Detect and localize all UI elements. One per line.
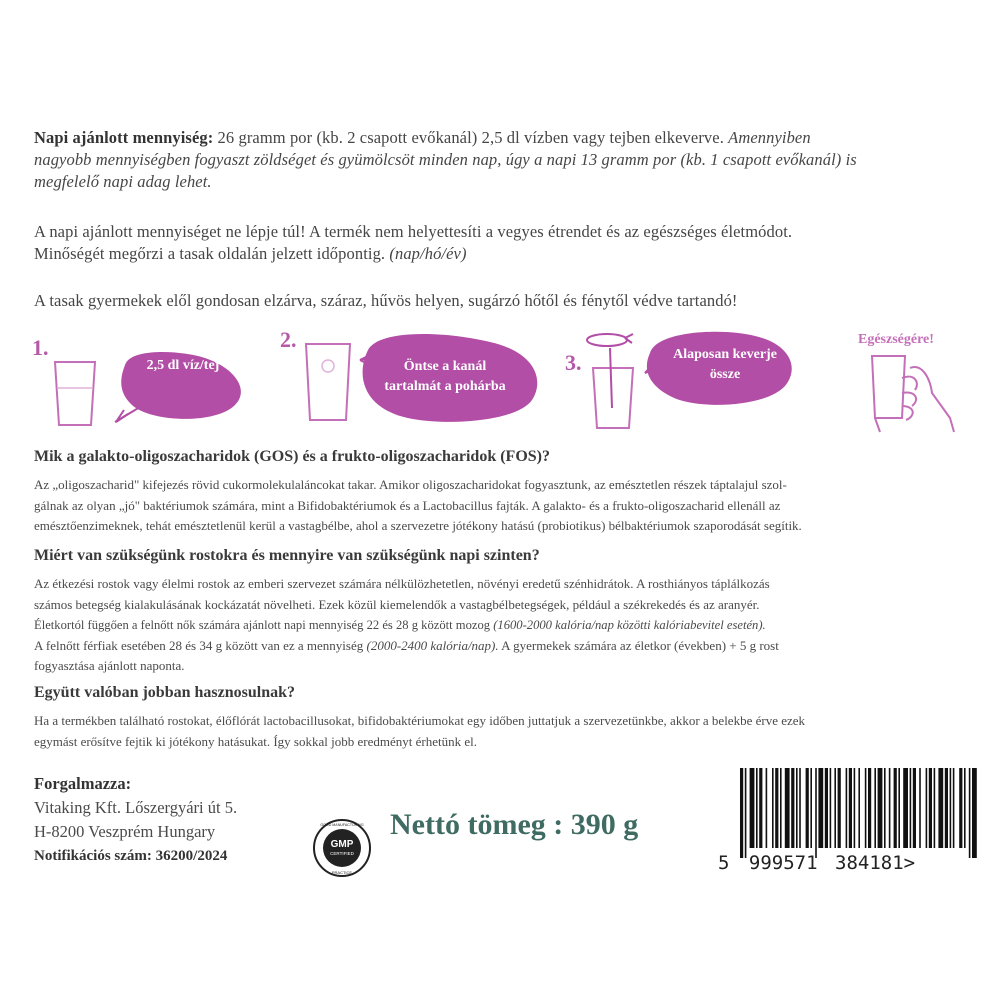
dose-italic-1: Amennyiben [728,128,811,147]
intro-warning [34,221,984,265]
distributor-name: Vitaking Kft. Lőszergyári út 5. [34,798,238,817]
barcode-bar [791,768,794,848]
barcode-bar [780,768,782,848]
stir-icon [587,334,627,346]
section-3-line-1: Ha a termékben található rostokat, élőflórát lactobacillusokat, bifidobaktériumokat egy időben juttatjuk a szervezetünkbe, akkor a belekbe érve ezek [34,713,806,728]
barcode-bar [849,768,852,848]
barcode-bar [929,768,932,848]
barcode-bar [969,768,971,858]
barcode-bar [810,768,812,848]
barcode-bar [766,768,768,848]
barcode [718,768,980,880]
step-3-number: 3. [565,350,582,375]
barcode-bar [830,768,832,848]
section-2-body [34,574,989,677]
section-1-line-2: gálnak az olyan „jó" baktériumok számára, mint a Bifidobaktériumok és a Lactobacillus fajták. A galakto- és a frukto-oligoszacharid ellenáll az [34,497,781,513]
step-3-text-line-2: össze [709,367,741,382]
section-2-line-1: Az étkezési rostok vagy élelmi rostok az emberi szervezet számára nélkülözhetetlen, növényi eredetű szénhidrátok. A rosthiányos táplálkozás [34,576,770,591]
barcode-digits-end: 384181 [835,852,904,874]
barcode-bar [959,768,962,848]
barcode-bar [759,768,762,848]
barcode-arrow: > [903,852,916,874]
barcode-bar [775,768,778,848]
distributor-block [34,772,237,868]
section-2-line-4: A felnőtt férfiak esetében 28 és 34 g között van ez a mennyiség [34,637,364,653]
barcode-bar [910,768,912,848]
barcode-bar [884,768,886,848]
barcode-bar [903,768,908,848]
gmp-certified-seal [312,818,372,878]
gmp-bottom-text: PRACTICE [331,870,353,875]
section-1-heading: Mik a galakto-oligoszacharidok (GOS) és a frukto-oligoszacharidok (FOS)? [34,448,550,465]
section-2-line-2: számos betegség kialakulásának kockázatát növelheti. Ezek közül kiemelendők a vastagbélbetegségek, például a székrekedés és az aranyér. [34,596,760,612]
glass-icon [55,362,95,425]
distributor-label: Forgalmazza: [34,774,132,793]
barcode-bar [846,768,848,848]
step-3-text-line-1: Alaposan keverje [673,347,777,362]
section-1-line-1: Az „oligoszacharid" kifejezés rövid cukormolekulaláncokat takar. Amikor oligoszacharidokat fogyasztunk, az emésztetlen részek táptalajul szol- [34,477,787,492]
barcode-bar [950,768,952,848]
section-3-line-2: egymást erősítve fejtik ki jótékony hatásukat. Így sokkal jobb eredményt érhetünk el. [34,733,477,749]
barcode-bar [818,768,823,848]
gmp-text: GMP [330,839,354,850]
glass-icon [306,344,350,420]
barcode-bar [785,768,790,848]
section-1-body [34,475,984,537]
section-3-body [34,711,989,752]
barcode-bar [796,768,798,848]
barcode-bar [838,768,841,848]
step-2-text-line-1: Öntse a kanál [403,359,487,374]
barcode-bar [854,768,856,848]
section-2-line-5: fogyasztása ajánlott naponta. [34,658,185,673]
dose-text: 26 gramm por (kb. 2 csapott evőkanál) 2,5 dl vízben vagy tejben elkeverve. [213,128,724,147]
barcode-bar [934,768,936,848]
distributor-address: H-8200 Veszprém Hungary [34,822,216,841]
step-1-text: 2,5 dl víz/tej [146,358,220,373]
barcode-bar [945,768,948,848]
glass-icon [593,368,633,428]
barcode-bar [750,768,755,848]
step-2-number: 2. [280,327,297,352]
barcode-bar [806,768,809,848]
hand-with-glass-illustration [860,348,960,433]
barcode-bar [834,768,836,848]
intro-dose [34,127,974,193]
barcode-bar [898,768,900,848]
section-2-heading: Miért van szükségünk rostokra és mennyire van szükségünk napi szinten? [34,547,540,564]
step-3-text [650,345,800,385]
barcode-bar [874,768,876,848]
barcode-bar [889,768,891,848]
barcode-bar [772,768,774,848]
barcode-bar [756,768,758,848]
barcode-bar [938,768,943,848]
gmp-certified-text: CERTIFIED [330,851,354,856]
barcode-bar [878,768,883,848]
section-2-line-3-italic: (1600-2000 kalória/nap közötti kalóriabevitel esetén). [490,618,766,632]
net-weight: Nettó tömeg : 390 g [390,808,639,841]
section-3-heading: Együtt valóban jobban hasznosulnak? [34,684,295,701]
warning-line-2-italic: (nap/hó/év) [389,244,467,263]
barcode-bar [964,768,966,848]
barcode-bar [858,768,860,848]
barcode-bar [953,768,955,848]
barcode-digit-first: 5 [718,852,730,874]
barcode-bar [894,768,897,848]
barcode-bar [745,768,747,858]
barcode-bar [913,768,916,848]
section-2-line-4-rest: A gyermekek számára az életkor (években) + 5 g rost [498,637,779,653]
gmp-top-text: GOOD MANUFACTURING [320,823,364,827]
barcode-bar [868,768,871,848]
glass-icon [872,356,905,418]
warning-line-2: Minőségét megőrzi a tasak oldalán jelzett időpontig. [34,244,386,263]
cheers-text: Egészségére! [858,332,934,347]
step-2-text [355,357,535,397]
notification-number: Notifikációs szám: 36200/2024 [34,848,228,864]
barcode-bar [740,768,743,858]
barcode-bar [799,768,801,848]
storage-text: A tasak gyermekek elől gondosan elzárva, száraz, hűvös helyen, sugárzó hőtől és fénytől védve tartandó! [34,291,738,310]
barcode-bar [865,768,867,848]
arrow-icon [116,410,128,422]
dose-italic-2: nagyobb mennyiségben fogyaszt zöldséget és gyümölcsöt minden nap, úgy a napi 13 gramm por (kb. 1 csapott evőkanál) is [34,150,857,169]
barcode-bar [919,768,921,848]
dose-label: Napi ajánlott mennyiség: [34,128,214,147]
barcode-bar [972,768,977,858]
section-2-line-3: Életkortól függően a felnőtt nők számára ajánlott napi mennyiség 22 és 28 g között mozog [34,618,491,632]
step-1-number: 1. [32,335,49,360]
barcode-bar [926,768,928,848]
barcode-bar [825,768,828,848]
warning-line-1: A napi ajánlott mennyiséget ne lépje túl! A termék nem helyettesíti a vegyes étrendet és az egészséges életmódot. [34,222,793,241]
barcode-bars [740,768,980,858]
barcode-bar [815,768,817,858]
step-2-text-line-2: tartalmát a pohárba [384,379,506,394]
barcode-digits-mid: 999571 [748,852,818,874]
section-1-line-3: emésztőenzimeknek, tehát emésztetlenül kerül a vastagbélbe, ahol a szervezetre jótékony hatású (probiotikus) bélbaktériumok szaporodását segítik. [34,518,802,533]
dose-italic-3: megfelelő napi adag lehet. [34,172,212,191]
barcode-digits [718,852,980,874]
section-2-line-4-italic: (2000-2400 kalória/nap). [363,637,499,653]
